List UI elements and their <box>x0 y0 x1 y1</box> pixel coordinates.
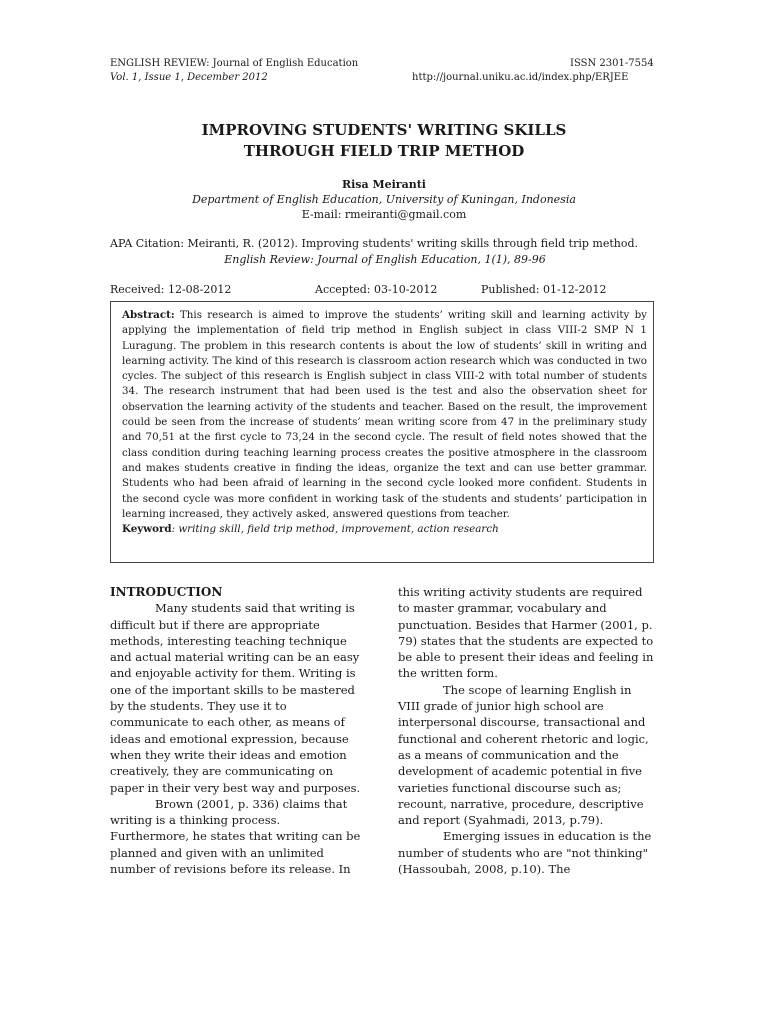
paper-title <box>0 120 768 162</box>
accepted-date: Accepted: 03-10-2012 <box>315 283 438 296</box>
volume-issue: Vol. 1, Issue 1, December 2012 <box>110 72 268 83</box>
journal-name: ENGLISH REVIEW: Journal of English Education <box>110 58 359 69</box>
left-paragraph-2: Brown (2001, p. 336) claims that writing is a thinking process. Furthermore, he states that writing can be planned and given with an unlimited number of revisions before its release. In <box>110 796 361 877</box>
apa-citation <box>110 236 660 268</box>
citation-line-2: English Review: Journal of English Education, 1(1), 89-96 <box>224 253 546 266</box>
author-name: Risa Meiranti <box>341 178 426 191</box>
author-email: E-mail: rmeiranti@gmail.com <box>301 208 467 221</box>
journal-url[interactable]: http://journal.uniku.ac.id/index.php/ERJEE <box>412 72 629 83</box>
title-line-1: IMPROVING STUDENTS' WRITING SKILLS <box>201 121 567 139</box>
section-heading: INTRODUCTION <box>110 585 223 599</box>
right-paragraph-3: Emerging issues in education is the number of students who are "not thinking" (Hassoubah, 2008, p.10). The <box>398 829 652 877</box>
received-date: Received: 12-08-2012 <box>110 283 232 296</box>
citation-line-1: APA Citation: Meiranti, R. (2012). Improving students' writing skills through field trip method. <box>110 237 639 250</box>
right-paragraph-2: The scope of learning English in VIII grade of junior high school are interpersonal discourse, transactional and functional and coherent rhetoric and logic, as a means of communication and the development of academic potential in five varieties functional discourse such as; recount, narrative, procedure, descriptive and report (Syahmadi, 2013, p.79). <box>398 682 649 828</box>
right-column <box>398 584 656 877</box>
published-date: Published: 01-12-2012 <box>481 283 607 296</box>
left-paragraph-1: Many students said that writing is difficult but if there are appropriate methods, interesting teaching technique and actual material writing can be an easy and enjoyable activity for them. Writing is one of the important skills to be mastered by the students. They use it to communicate to each other, as means of ideas and emotional expression, because when they write their ideas and emotion creatively, they are communicating on paper in their very best way and purposes. <box>110 601 361 795</box>
title-line-2: THROUGH FIELD TRIP METHOD <box>243 142 525 160</box>
issn: ISSN 2301-7554 <box>570 58 654 69</box>
abstract-text: This research is aimed to improve the students’ writing skill and learning activity by applying the implementation of field trip method in English subject in class VIII-2 SMP N 1 Luragung. The problem in this research contents is about the low of students’ skill in writing and learning activity. The kind of this research is classroom action research which was conducted in two cycles. The subject of this research is English subject in class VIII-2 with total number of students 34. The research instrument that had been used is the test and also the observation sheet for observation the learning activity of the students and teacher. Based on the result, the improvement could be seen from the increase of students’ mean writing score from 47 in the preliminary study and 70,51 at the first cycle to 73,24 in the second cycle. The result of field notes showed that the class condition during teaching learning process creates the positive atmosphere in the classroom and makes students creative in finding the ideas, organize the text and can use better grammar. Students who had been afraid of learning in the second cycle looked more confident. Students in the second cycle was more confident in working task of the students and students’ participation in learning increased, they actively asked, answered questions from teacher. <box>122 309 647 520</box>
abstract-box <box>110 301 654 563</box>
abstract-label: Abstract: <box>122 309 175 321</box>
right-paragraph-1: this writing activity students are required to master grammar, vocabulary and punctuation. Besides that Harmer (2001, p. 79) states that the students are expected to be able to present their ideas and feeling in the written form. <box>398 585 654 681</box>
left-column <box>110 584 362 877</box>
keyword-label: Keyword <box>122 523 172 536</box>
keywords: : writing skill, field trip method, improvement, action research <box>171 523 499 536</box>
author-affiliation: Department of English Education, University of Kuningan, Indonesia <box>192 193 576 206</box>
